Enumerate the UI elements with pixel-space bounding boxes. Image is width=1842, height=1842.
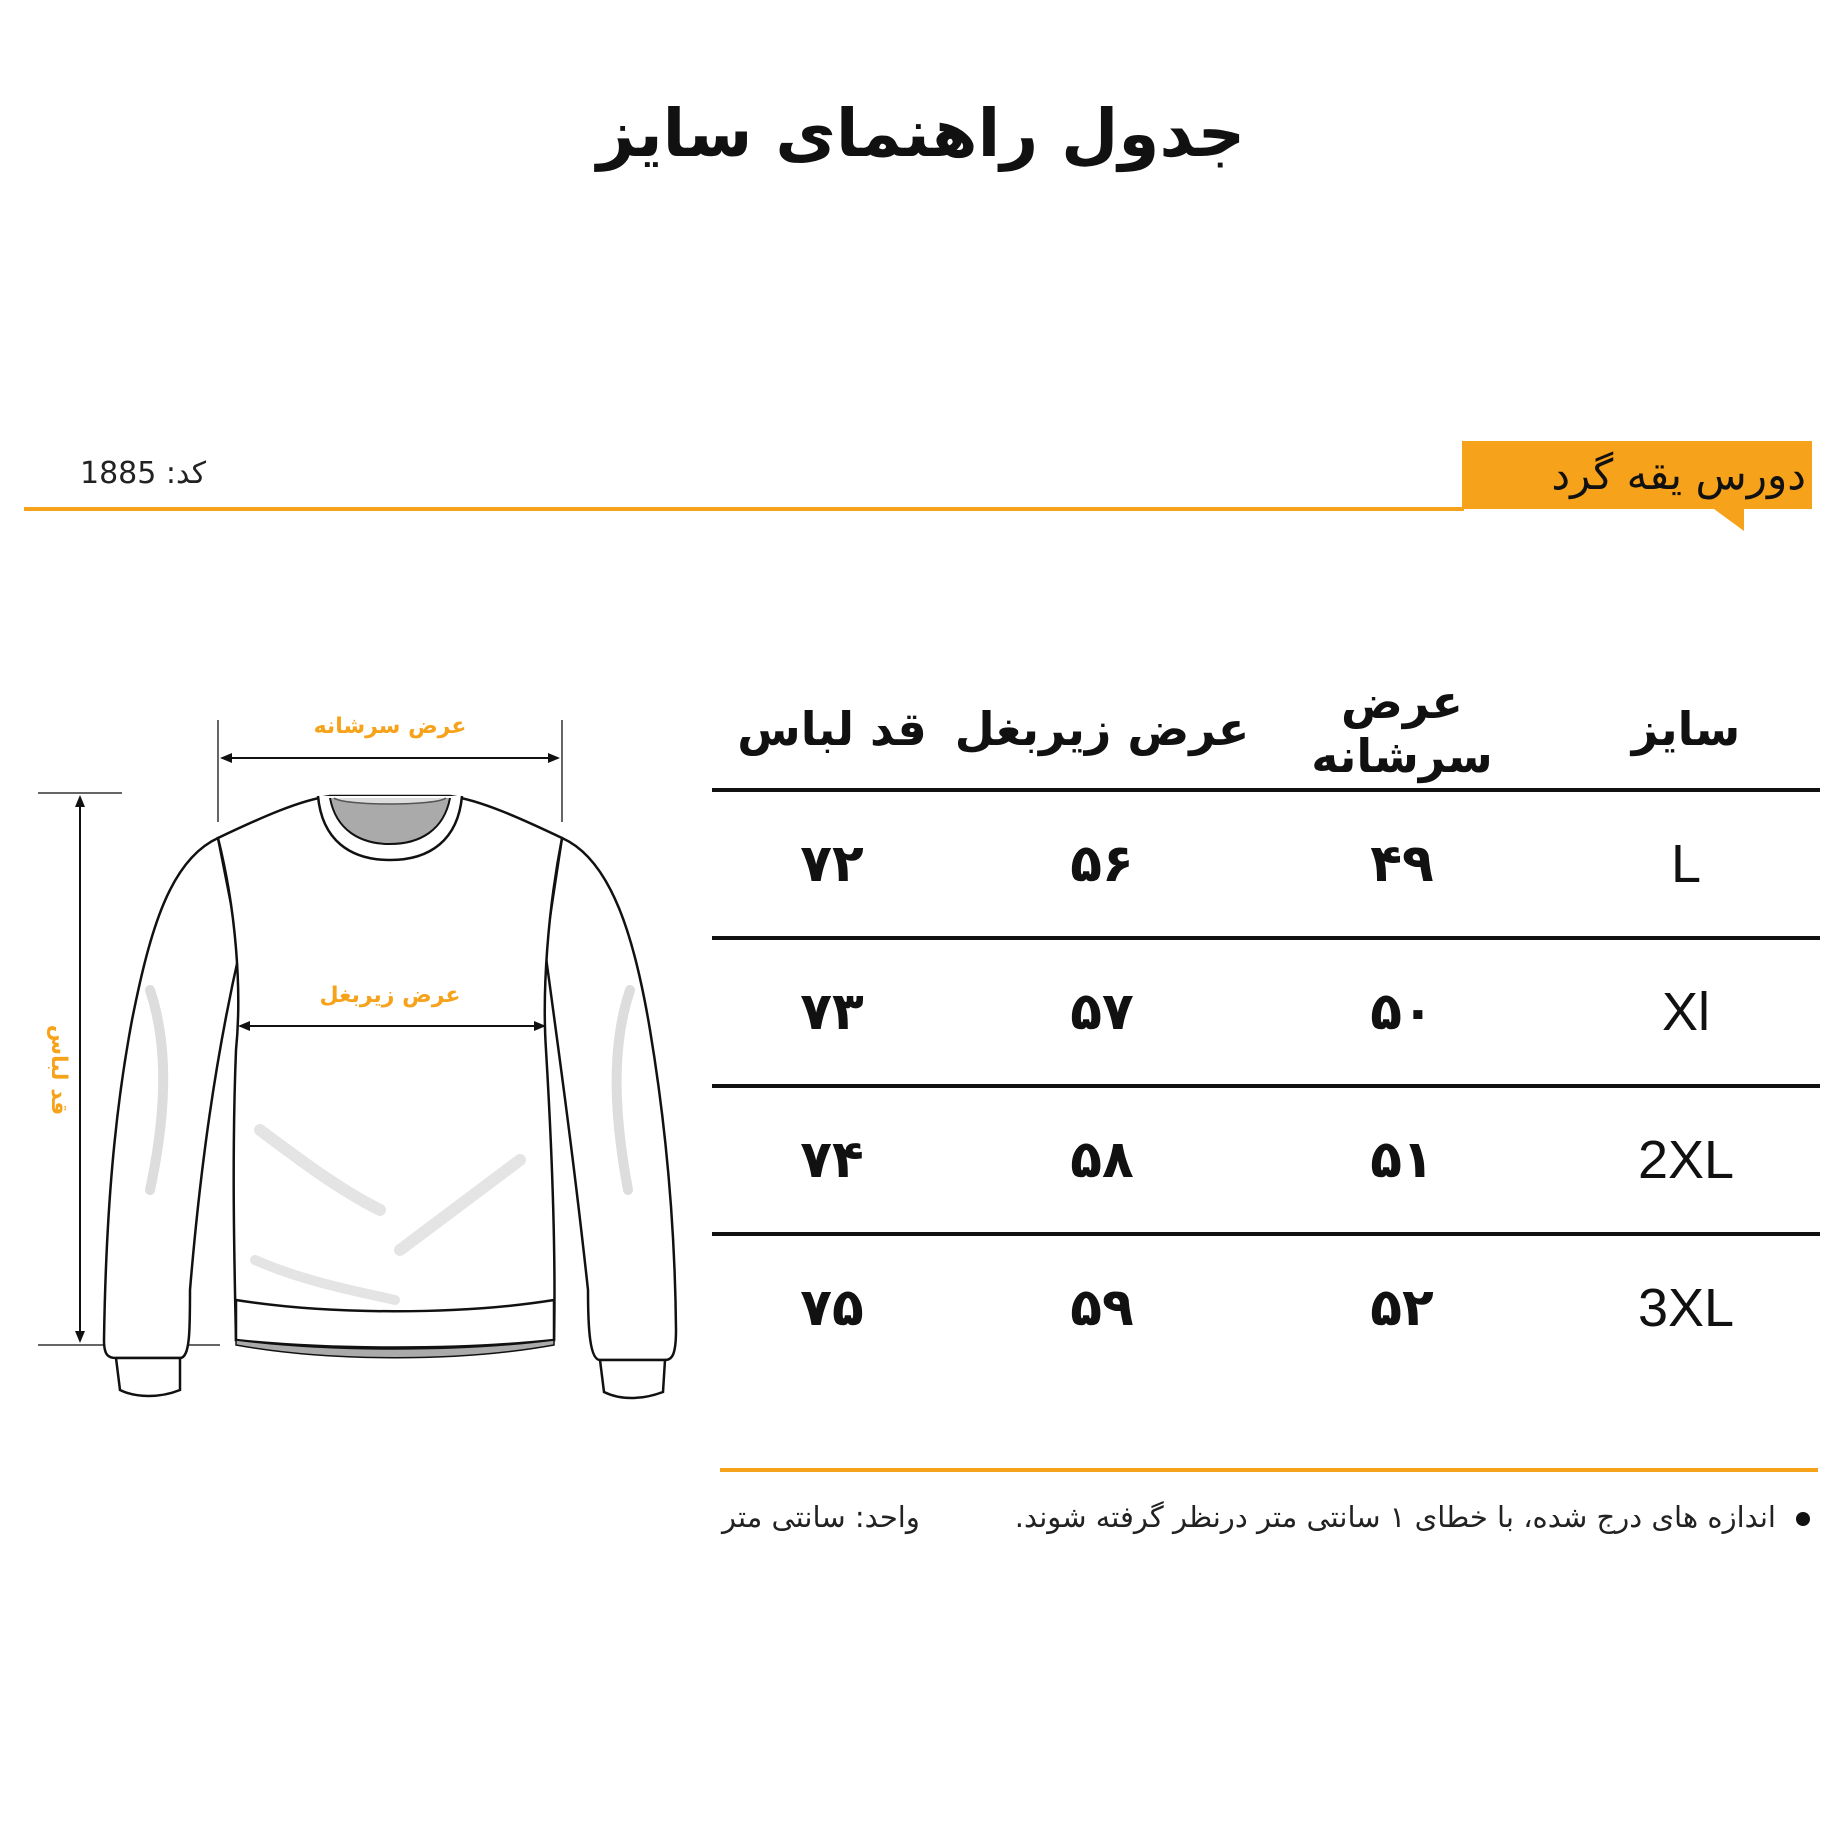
table-header-row (712, 670, 1820, 788)
product-tag: دورس یقه گرد (1462, 441, 1812, 509)
row-size: 2XL (1637, 1130, 1735, 1190)
size-table (712, 670, 1820, 1380)
table-row (712, 1232, 1820, 1380)
header-length: قد لباس (737, 702, 927, 756)
shoulder-width-label: عرض سرشانه (313, 714, 467, 739)
row-shoulder: ۵۰ (1370, 982, 1434, 1042)
header-underarm: عرض زیربغل (954, 702, 1250, 756)
header-size: سایز (1631, 702, 1741, 756)
row-size: 3XL (1637, 1278, 1735, 1338)
length-label: قد لباس (46, 1024, 71, 1116)
row-underarm: ۵۹ (1070, 1278, 1134, 1338)
table-row (712, 936, 1820, 1084)
row-underarm: ۵۶ (1070, 834, 1134, 894)
row-underarm: ۵۷ (1070, 982, 1134, 1042)
row-shoulder: ۴۹ (1370, 834, 1434, 894)
row-size: Xl (1661, 982, 1710, 1042)
row-length: ۷۴ (800, 1130, 864, 1190)
top-divider (24, 507, 1464, 511)
sweatshirt-diagram (0, 690, 700, 1420)
row-length: ۷۳ (800, 982, 864, 1042)
table-row (712, 1084, 1820, 1232)
underarm-width-label: عرض زیربغل (319, 983, 461, 1008)
bottom-divider (720, 1468, 1818, 1472)
row-length: ۷۲ (800, 834, 864, 894)
row-underarm: ۵۸ (1070, 1130, 1134, 1190)
table-row (712, 788, 1820, 936)
row-shoulder: ۵۲ (1370, 1278, 1434, 1338)
product-tag-tail (1714, 509, 1744, 531)
row-shoulder: ۵۱ (1370, 1130, 1434, 1190)
product-code: کد: 1885 (80, 456, 207, 491)
row-length: ۷۵ (800, 1278, 864, 1338)
unit-note: واحد: سانتی متر (722, 1500, 920, 1534)
page-title: جدول راهنمای سایز (596, 95, 1246, 172)
row-size: L (1670, 834, 1702, 894)
header-shoulder: عرض سرشانه (1311, 675, 1493, 783)
tolerance-note: اندازه های درج شده، با خطای ۱ سانتی متر درنظر گرفته شوند. (1014, 1500, 1776, 1534)
bullet-icon (1796, 1512, 1810, 1526)
